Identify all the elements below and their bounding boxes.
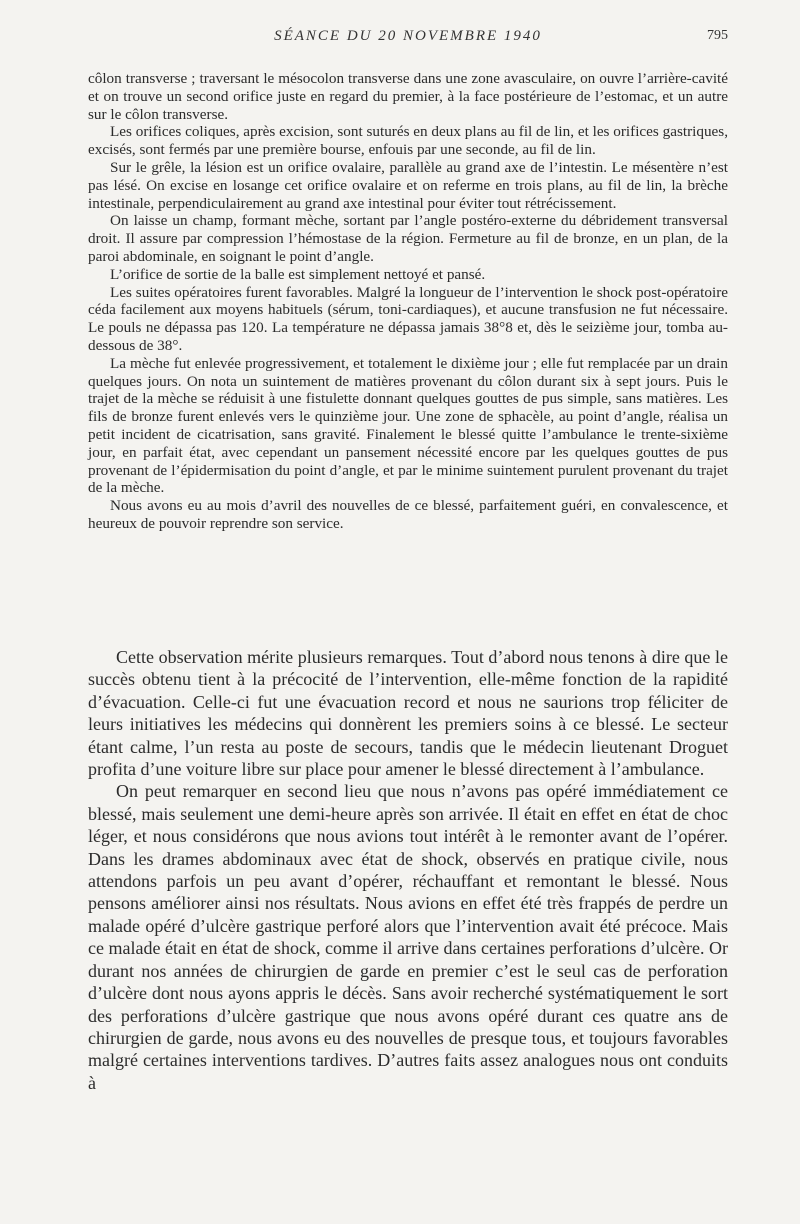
paragraph: Nous avons eu au mois d’avril des nouvelles de ce blessé, parfaitement guéri, en convalescence, et heureux de pouvoir reprendre son service.	[88, 497, 728, 532]
running-head: SÉANCE DU 20 NOVEMBRE 1940	[274, 28, 542, 44]
paragraph: On laisse un champ, formant mèche, sortant par l’angle postéro-externe du débridement transversal droit. Il assure par compression l’hémostase de la région. Fermeture au fil de bronze, en un plan, de la paroi abdominale, en soignant le point d’angle.	[88, 212, 728, 265]
paragraph: Les suites opératoires furent favorables. Malgré la longueur de l’intervention le shock post-opératoire céda facilement aux moyens habituels (sérum, toni-cardiaques), et aucune transfusion ne fut nécessaire. Le pouls ne dépassa pas 120. La température ne dépassa jamais 38°8 et, dès le seizième jour, tomba au-dessous de 38°.	[88, 283, 728, 354]
paragraph: Cette observation mérite plusieurs remarques. Tout d’abord nous tenons à dire que le succès obtenu tient à la précocité de l’intervention, elle-même fonction de la rapidité d’évacuation. Celle-ci fut une évacuation record et nous ne saurions trop féliciter de leurs initiatives les médecins qui donnèrent les premiers soins à ce blessé. Le secteur étant calme, l’un resta au poste de secours, tandis que le médecin lieutenant Droguet profita d’une voiture libre sur place pour amener le blessé directement à l’ambulance.	[88, 647, 728, 780]
paragraph: L’orifice de sortie de la balle est simplement nettoyé et pansé.	[110, 265, 486, 283]
paragraph: Sur le grêle, la lésion est un orifice ovalaire, parallèle au grand axe de l’intestin. Le mésentère n’est pas lésé. On excise en losange cet orifice ovalaire et on referme en trois plans, au fil de lin, la brèche intestinale, perpendiculairement au grand axe intestinal pour éviter tout rétrécissement.	[88, 158, 728, 212]
paragraph: La mèche fut enlevée progressivement, et totalement le dixième jour ; elle fut remplacée par un drain quelques jours. On nota un suintement de matières provenant du côlon durant six à sept jours. Puis le trajet de la mèche se réduisit à une fistulette donnant quelques gouttes de pus simple, sans matières. Les fils de bronze furent enlevés vers le quinzième jour. Une zone de sphacèle, au point d’angle, réalisa un petit incident de cicatrisation, sans gravité. Finalement le blessé quitte l’ambulance le trente-sixième jour, en parfait état, avec cependant un pansement nécessité encore par les quelques gouttes de pus provenant de l’épidermisation du point d’angle, et par le minime suintement purulent provenant du trajet de la mèche.	[88, 354, 728, 497]
paragraph: On peut remarquer en second lieu que nous n’avons pas opéré immédiatement ce blessé, mais seulement une demi-heure après son arrivée. Il était en effet en état de choc léger, et nous considérons que nous avions tout intérêt à le remonter avant de l’opérer. Dans les drames abdominaux avec état de shock, observés en pratique civile, nous attendons parfois un peu avant d’opérer, réchauffant et remontant le blessé. Nous pensons améliorer ainsi nos résultats. Nous avions en effet été très frappés de perdre un malade opéré d’ulcère gastrique perforé alors que l’intervention avait été précoce. Mais ce malade était en état de shock, comme il arrive dans certaines perforations d’ulcère. Or durant nos années de chirurgien de garde en premier c’est le seul cas de perforation d’ulcère dont nous ayons appris le décès. Sans avoir recherché systématiquement le sort des perforations d’ulcère gastrique que nous avons opéré durant ces quatre ans de chirurgien de garde, nous avons eu des nouvelles de presque tous, et toujours favorables malgré certaines interventions tardives. D’autres faits assez analogues nous ont conduits à	[88, 781, 728, 1093]
page-number: 795	[707, 28, 728, 43]
case-report-section	[88, 70, 728, 533]
paragraph: Les orifices coliques, après excision, sont suturés en deux plans au fil de lin, et les orifices gastriques, excisés, sont fermés par une première bourse, enfouis par une seconde, au fil de lin.	[88, 123, 728, 159]
page-header	[88, 28, 728, 48]
paragraph: côlon transverse ; traversant le mésocolon transverse dans une zone avasculaire, on ouvre l’arrière-cavité et on trouve un second orifice juste en regard du premier, à la face postérieure de l’estomac, et un autre sur le côlon transverse.	[88, 70, 728, 123]
discussion-section	[88, 646, 728, 1094]
